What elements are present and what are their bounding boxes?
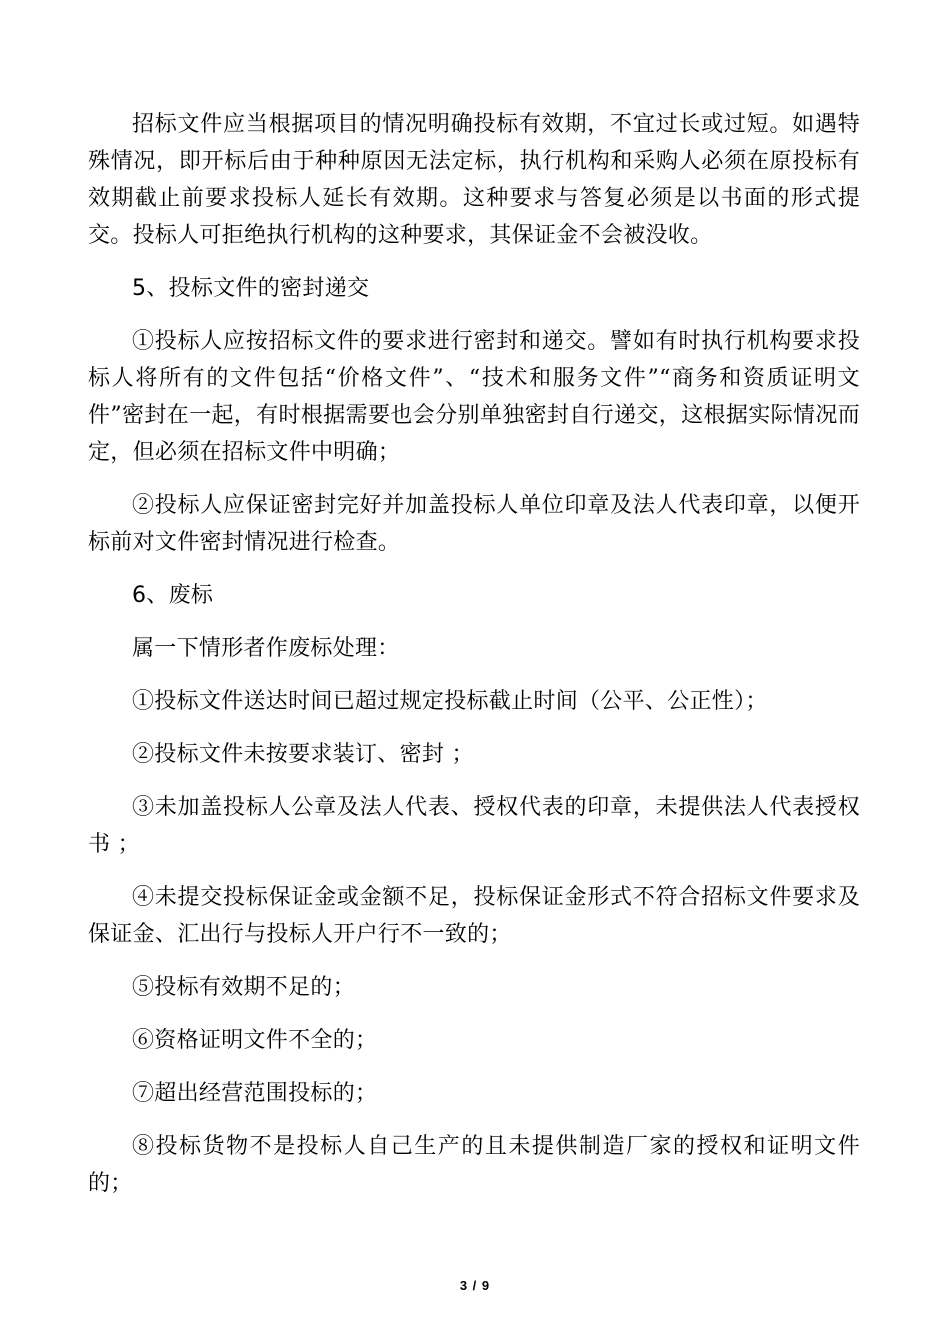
list-item-invalid-4: ④未提交投标保证金或金额不足，投标保证金形式不符合招标文件要求及保证金、汇出行与投标人开户行不一致的； (88, 885, 860, 947)
list-item-invalid-1: ①投标文件送达时间已超过规定投标截止时间（公平、公正性）； (132, 689, 768, 714)
paragraph-sealing-1: ①投标人应按招标文件的要求进行密封和递交。譬如有时执行机构要求投标人将所有的文件包括“价格文件”、“技术和服务文件”“商务和资质证明文件”密封在一起，有时根据需要也会分别单独密封自行递交，这根据实际情况而定，但必须在招标文件中明确； (88, 329, 860, 465)
section-heading-invalid-bid: 6、废标 (132, 583, 214, 608)
section-heading-sealing: 5、投标文件的密封递交 (132, 276, 370, 301)
list-item-invalid-7: ⑦超出经营范围投标的； (132, 1081, 378, 1106)
paragraph-invalid-intro: 属一下情形者作废标处理： (132, 636, 400, 661)
paragraph-sealing-2: ②投标人应保证密封完好并加盖投标人单位印章及法人代表印章，以便开标前对文件密封情况进行检查。 (88, 493, 860, 555)
paragraph-bid-validity: 招标文件应当根据项目的情况明确投标有效期，不宜过长或过短。如遇特殊情况，即开标后由于种种原因无法定标，执行机构和采购人必须在原投标有效期截止前要求投标人延长有效期。这种要求与答复必须是以书面的形式提交。投标人可拒绝执行机构的这种要求，其保证金不会被没收。 (88, 112, 860, 248)
list-item-invalid-5: ⑤投标有效期不足的； (132, 975, 356, 1000)
page-number: 3 / 9 (459, 1278, 491, 1293)
document-body (88, 106, 860, 1218)
list-item-invalid-8: ⑧投标货物不是投标人自己生产的且未提供制造厂家的授权和证明文件的； (88, 1134, 860, 1196)
list-item-invalid-3: ③未加盖投标人公章及法人代表、授权代表的印章，未提供法人代表授权书 ； (88, 795, 860, 857)
list-item-invalid-6: ⑥资格证明文件不全的； (132, 1028, 378, 1053)
list-item-invalid-2: ②投标文件未按要求装订、密封 ； (132, 742, 474, 767)
